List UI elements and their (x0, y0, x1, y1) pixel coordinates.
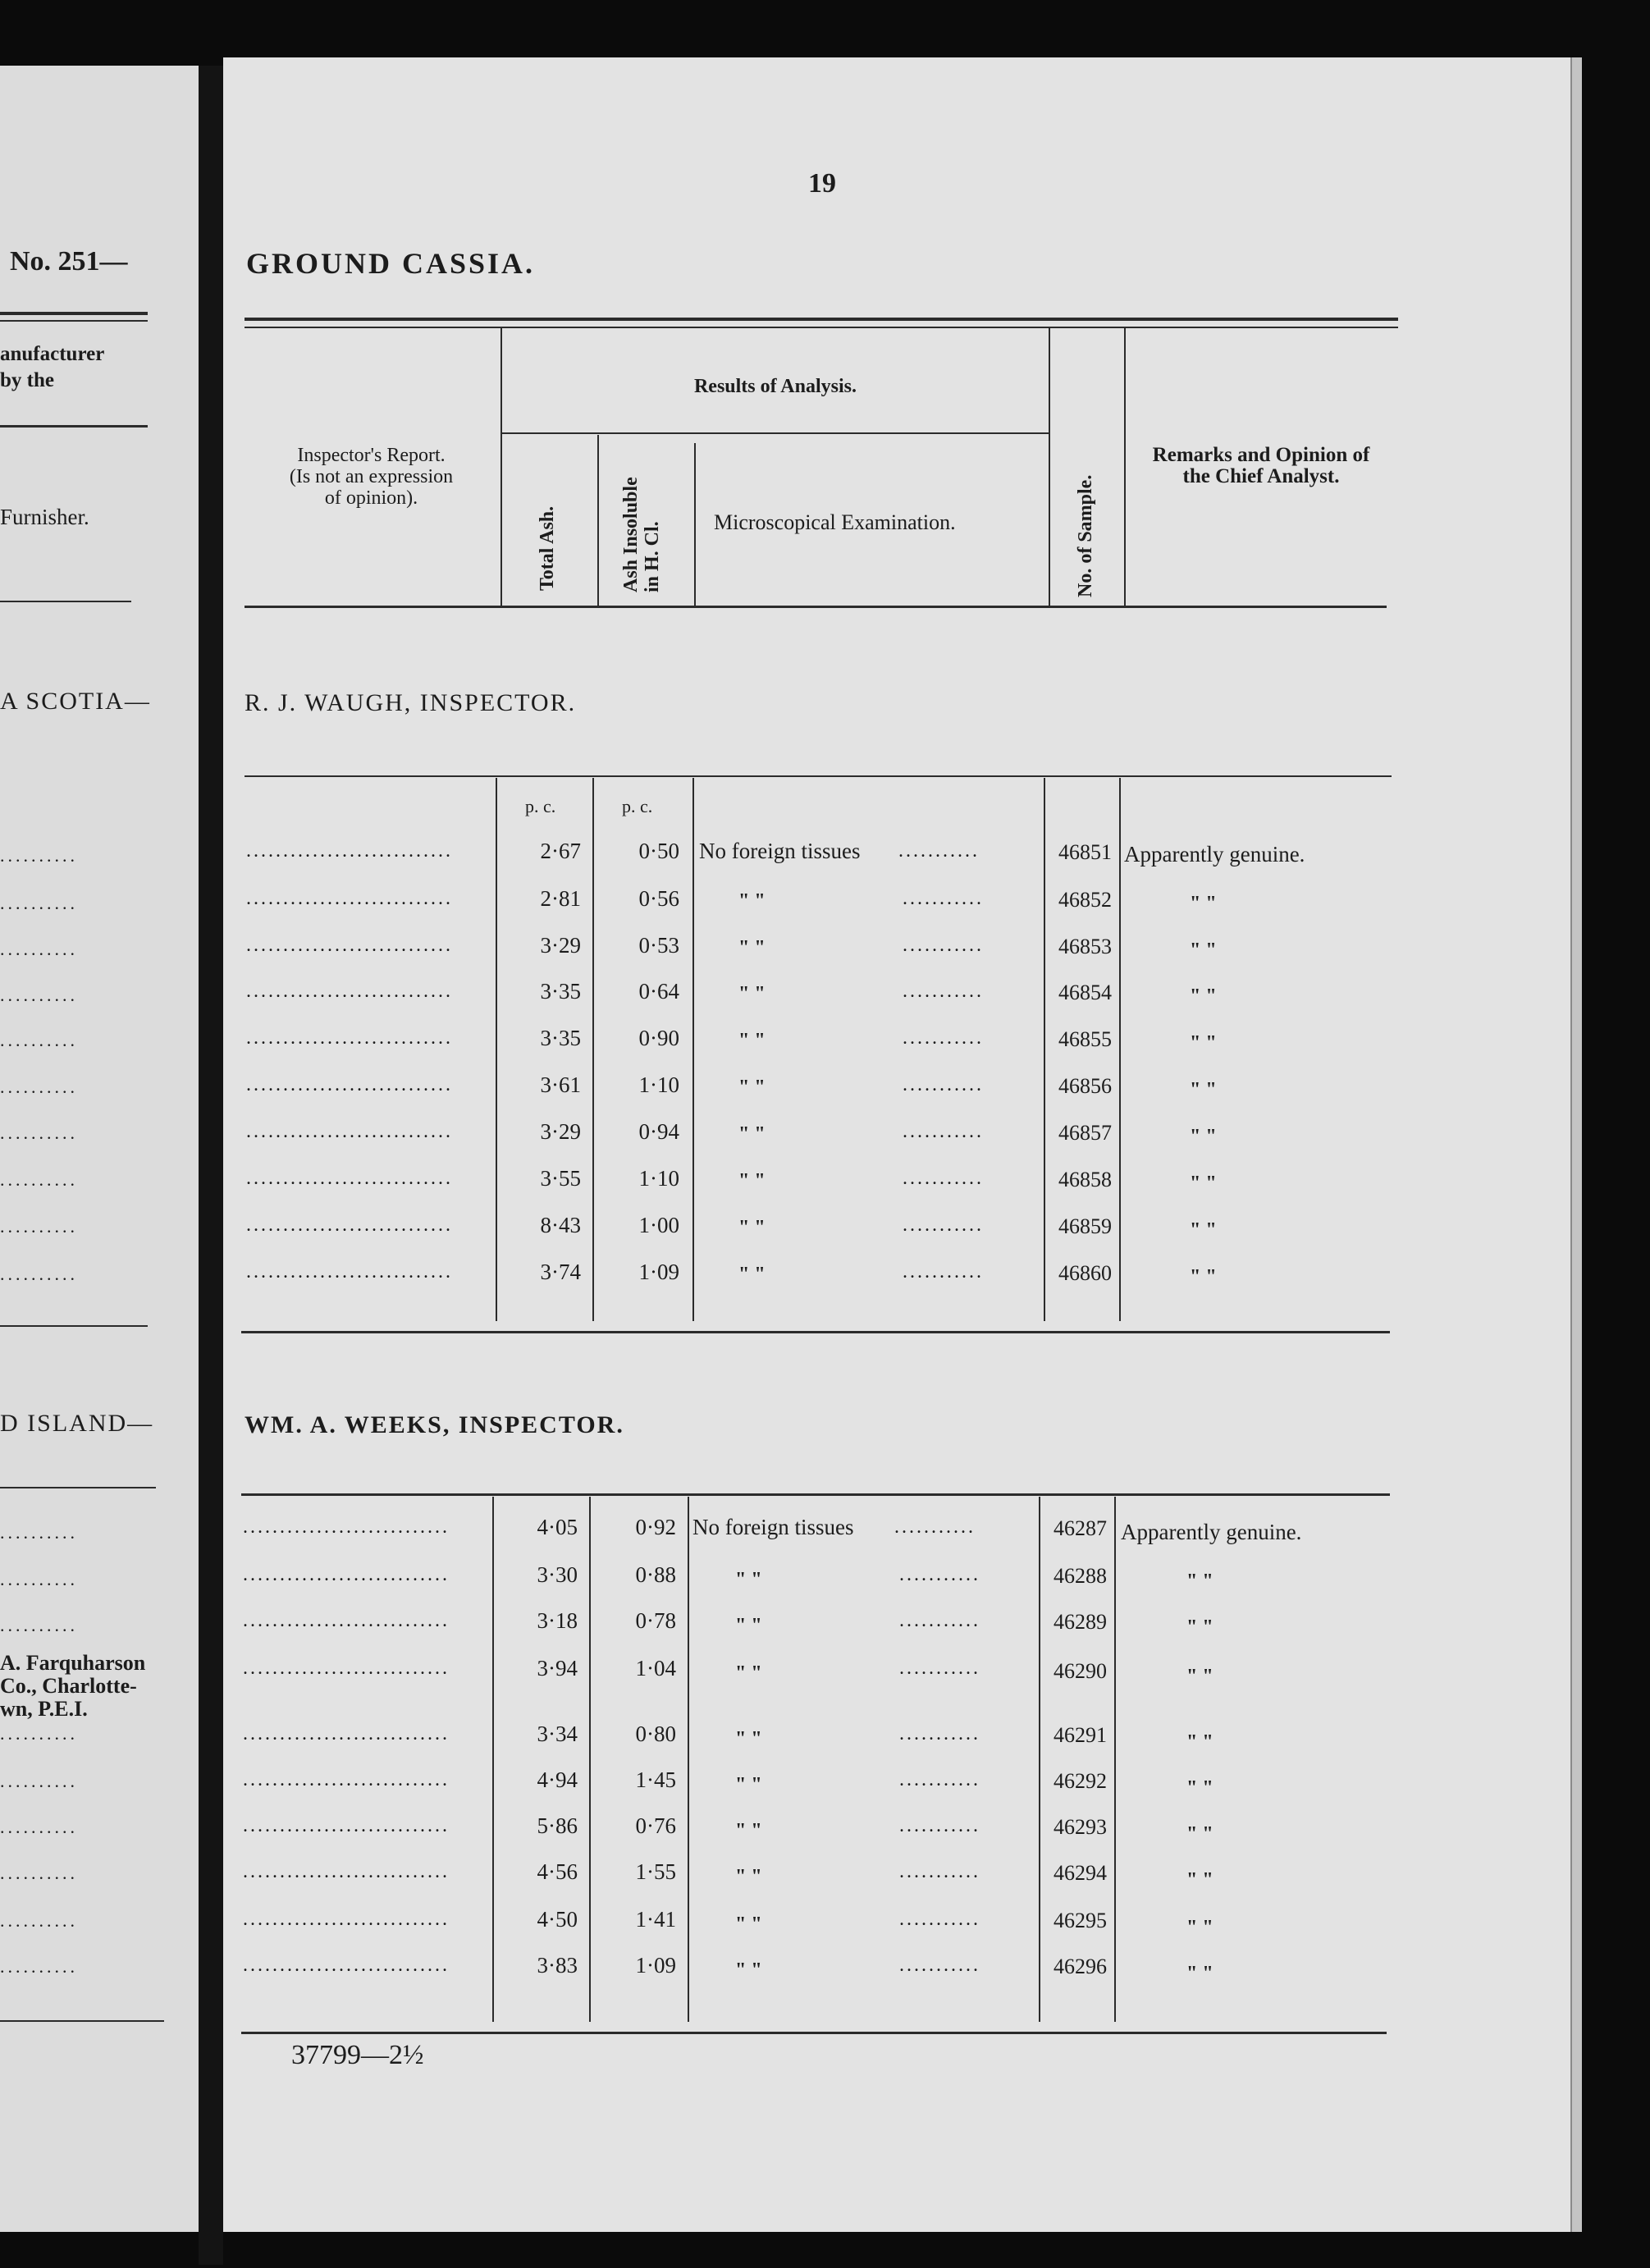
total-ash-value: 3·74 (540, 1260, 581, 1284)
total-ash-value: 2·81 (540, 886, 581, 911)
total-ash-value: 3·83 (537, 1953, 578, 1978)
table-top-rule (245, 318, 1398, 321)
total-ash-value: 8·43 (540, 1213, 581, 1237)
left-rule (0, 1487, 156, 1488)
unit-total: p. c. (525, 796, 556, 816)
left-rule (0, 312, 148, 315)
col-divider (692, 778, 694, 1321)
col-divider (694, 443, 696, 606)
total-ash-value: 3·29 (540, 1119, 581, 1144)
sample-number: 46853 (1058, 935, 1112, 958)
left-rule (0, 320, 148, 322)
insoluble-ash-value: 1·09 (638, 1260, 679, 1284)
total-ash-value: 3·35 (540, 979, 581, 1004)
remark-value: " " (1186, 1666, 1214, 1687)
total-ash-header: Total Ash. (537, 505, 558, 591)
microscopical-value: " " (735, 1728, 762, 1749)
microscopical-value: " " (735, 1959, 762, 1981)
microscopical-value: " " (735, 1662, 762, 1684)
remark-value: " " (1186, 1869, 1214, 1891)
col-divider (492, 1497, 494, 2022)
insoluble-ash-value: 1·10 (638, 1072, 679, 1097)
microscopical-value: " " (735, 1615, 762, 1636)
microscopical-value: " " (738, 1264, 766, 1285)
remark-value: " " (1186, 1963, 1214, 1984)
microscopical-value: " " (735, 1774, 762, 1795)
ash-insoluble-header: Ash Insoluble in H. Cl. (620, 477, 663, 592)
total-ash-value: 3·29 (540, 933, 581, 958)
col-divider (589, 1497, 591, 2022)
remark-value: " " (1190, 1219, 1217, 1241)
insoluble-ash-value: 1·09 (635, 1953, 676, 1978)
sample-number: 46294 (1054, 1861, 1107, 1885)
remark-value: " " (1190, 893, 1217, 914)
insoluble-ash-value: 0·56 (638, 886, 679, 911)
header-bottom-rule (245, 606, 1387, 608)
left-header-fragment-2: by the (0, 369, 54, 391)
total-ash-value: 3·30 (537, 1562, 578, 1587)
remark-value: " " (1186, 1571, 1214, 1592)
microscopical-value: " " (738, 1123, 766, 1145)
total-ash-value: 4·56 (537, 1859, 578, 1884)
microscopical-value: " " (738, 1170, 766, 1191)
remark-value: " " (1190, 985, 1217, 1007)
sample-number: 46293 (1054, 1815, 1107, 1839)
section-1-top-rule (245, 775, 1392, 777)
microscopical-value: " " (735, 1569, 762, 1590)
insoluble-ash-value: 0·50 (638, 839, 679, 863)
insoluble-ash-value: 0·80 (635, 1722, 676, 1746)
sample-number: 46859 (1058, 1214, 1112, 1238)
sample-no-header: No. of Sample. (1075, 474, 1096, 597)
left-rule (0, 1325, 148, 1327)
section-1-bottom-rule (241, 1331, 1390, 1333)
microscopical-value: " " (738, 983, 766, 1004)
total-ash-value: 3·55 (540, 1166, 581, 1191)
remark-value: " " (1190, 940, 1217, 961)
sample-number: 46287 (1054, 1516, 1107, 1540)
insoluble-ash-value: 0·92 (635, 1515, 676, 1539)
col-divider (1049, 328, 1050, 606)
insoluble-ash-value: 0·90 (638, 1026, 679, 1050)
total-ash-value: 2·67 (540, 839, 581, 863)
microscopical-value: " " (735, 1866, 762, 1887)
total-ash-value: 3·61 (540, 1072, 581, 1097)
sample-number: 46296 (1054, 1955, 1107, 1978)
page-title: GROUND CASSIA. (246, 247, 536, 280)
microscopical-value: No foreign tissues (692, 1515, 854, 1539)
microscopical-value: " " (735, 1820, 762, 1841)
insoluble-ash-value: 0·94 (638, 1119, 679, 1144)
sample-number: 46852 (1058, 888, 1112, 912)
microscopical-value: " " (738, 1030, 766, 1051)
remarks-header: Remarks and Opinion of the Chief Analyst. (1152, 444, 1370, 487)
col-divider (1119, 778, 1121, 1321)
page-edge (1570, 57, 1582, 2232)
left-scotia-fragment: A SCOTIA— (0, 688, 151, 715)
left-farquharson-1: A. Farquharson (0, 1651, 146, 1675)
col-divider (597, 435, 599, 606)
insoluble-ash-value: 0·88 (635, 1562, 676, 1587)
insoluble-ash-value: 1·41 (635, 1907, 676, 1932)
col-divider (688, 1497, 689, 2022)
microscopical-value: " " (738, 1217, 766, 1238)
sample-number: 46857 (1058, 1121, 1112, 1145)
microscopical-value: No foreign tissues (699, 839, 861, 863)
microscopical-value: " " (735, 1914, 762, 1935)
sample-number: 46289 (1054, 1610, 1107, 1634)
section-2-bottom-rule (241, 2032, 1387, 2034)
insoluble-ash-value: 0·64 (638, 979, 679, 1004)
remark-value: " " (1190, 1126, 1217, 1147)
microscopical-value: " " (738, 937, 766, 958)
total-ash-value: 3·34 (537, 1722, 578, 1746)
col-divider (496, 778, 497, 1321)
total-ash-value: 3·35 (540, 1026, 581, 1050)
insoluble-ash-value: 0·78 (635, 1608, 676, 1633)
left-rule (0, 601, 131, 602)
remark-value: " " (1186, 1731, 1214, 1753)
left-rule (0, 2020, 164, 2022)
results-rule (502, 432, 1049, 434)
sample-number: 46854 (1058, 981, 1112, 1004)
page-number: 19 (808, 168, 836, 199)
sample-number: 46856 (1058, 1074, 1112, 1098)
remark-value: " " (1190, 1032, 1217, 1054)
insoluble-ash-value: 1·45 (635, 1767, 676, 1792)
remark-value: " " (1186, 1823, 1214, 1845)
total-ash-value: 4·50 (537, 1907, 578, 1932)
remark-value: " " (1190, 1079, 1217, 1100)
total-ash-value: 4·05 (537, 1515, 578, 1539)
total-ash-value: 3·94 (537, 1656, 578, 1680)
col-divider (500, 328, 502, 606)
sample-number: 46288 (1054, 1564, 1107, 1588)
insoluble-ash-value: 0·76 (635, 1813, 676, 1838)
remark-value: " " (1190, 1266, 1217, 1287)
sample-number: 46855 (1058, 1027, 1112, 1051)
left-page-number-fragment: No. 251— (10, 246, 128, 277)
sample-number: 46292 (1054, 1769, 1107, 1793)
col-divider (1039, 1497, 1040, 2022)
sample-number: 46860 (1058, 1261, 1112, 1285)
total-ash-value: 3·18 (537, 1608, 578, 1633)
left-farquharson-2: Co., Charlotte- (0, 1674, 137, 1698)
remark-value: Apparently genuine. (1124, 842, 1305, 867)
sample-number: 46291 (1054, 1723, 1107, 1747)
remark-value: " " (1186, 1917, 1214, 1938)
left-farquharson-3: wn, P.E.I. (0, 1697, 88, 1721)
total-ash-value: 5·86 (537, 1813, 578, 1838)
insoluble-ash-value: 1·00 (638, 1213, 679, 1237)
microscopical-value: " " (738, 890, 766, 912)
left-rule (0, 425, 148, 428)
insoluble-ash-value: 0·53 (638, 933, 679, 958)
insoluble-ash-value: 1·10 (638, 1166, 679, 1191)
table-top-rule (245, 327, 1398, 328)
col-divider (1114, 1497, 1116, 2022)
total-ash-value: 4·94 (537, 1767, 578, 1792)
sample-number: 46851 (1058, 840, 1112, 864)
insoluble-ash-value: 1·04 (635, 1656, 676, 1680)
book-spine (199, 66, 223, 2265)
sample-number: 46858 (1058, 1168, 1112, 1191)
inspector-report-header: Inspector's Report. (Is not an expression of opinion). (289, 445, 454, 509)
remark-value: " " (1186, 1777, 1214, 1799)
section-1-inspector: R. J. WAUGH, INSPECTOR. (245, 689, 577, 716)
remark-value: Apparently genuine. (1121, 1520, 1302, 1544)
microscopical-value: " " (738, 1077, 766, 1098)
footer-code: 37799—2½ (291, 2040, 424, 2070)
section-2-top-rule (241, 1493, 1390, 1496)
unit-insoluble: p. c. (622, 796, 653, 816)
remark-value: " " (1190, 1173, 1217, 1194)
col-divider (1044, 778, 1045, 1321)
left-header-fragment-1: anufacturer (0, 343, 105, 365)
insoluble-ash-value: 1·55 (635, 1859, 676, 1884)
remark-value: " " (1186, 1616, 1214, 1638)
microscopical-header: Microscopical Examination. (714, 510, 956, 534)
left-island-fragment: D ISLAND— (0, 1410, 154, 1437)
sample-number: 46290 (1054, 1659, 1107, 1683)
col-divider (592, 778, 594, 1321)
results-of-analysis-header: Results of Analysis. (693, 376, 857, 397)
sample-number: 46295 (1054, 1909, 1107, 1932)
section-2-inspector: WM. A. WEEKS, INSPECTOR. (245, 1411, 624, 1438)
left-furnisher-fragment: Furnisher. (0, 505, 89, 529)
